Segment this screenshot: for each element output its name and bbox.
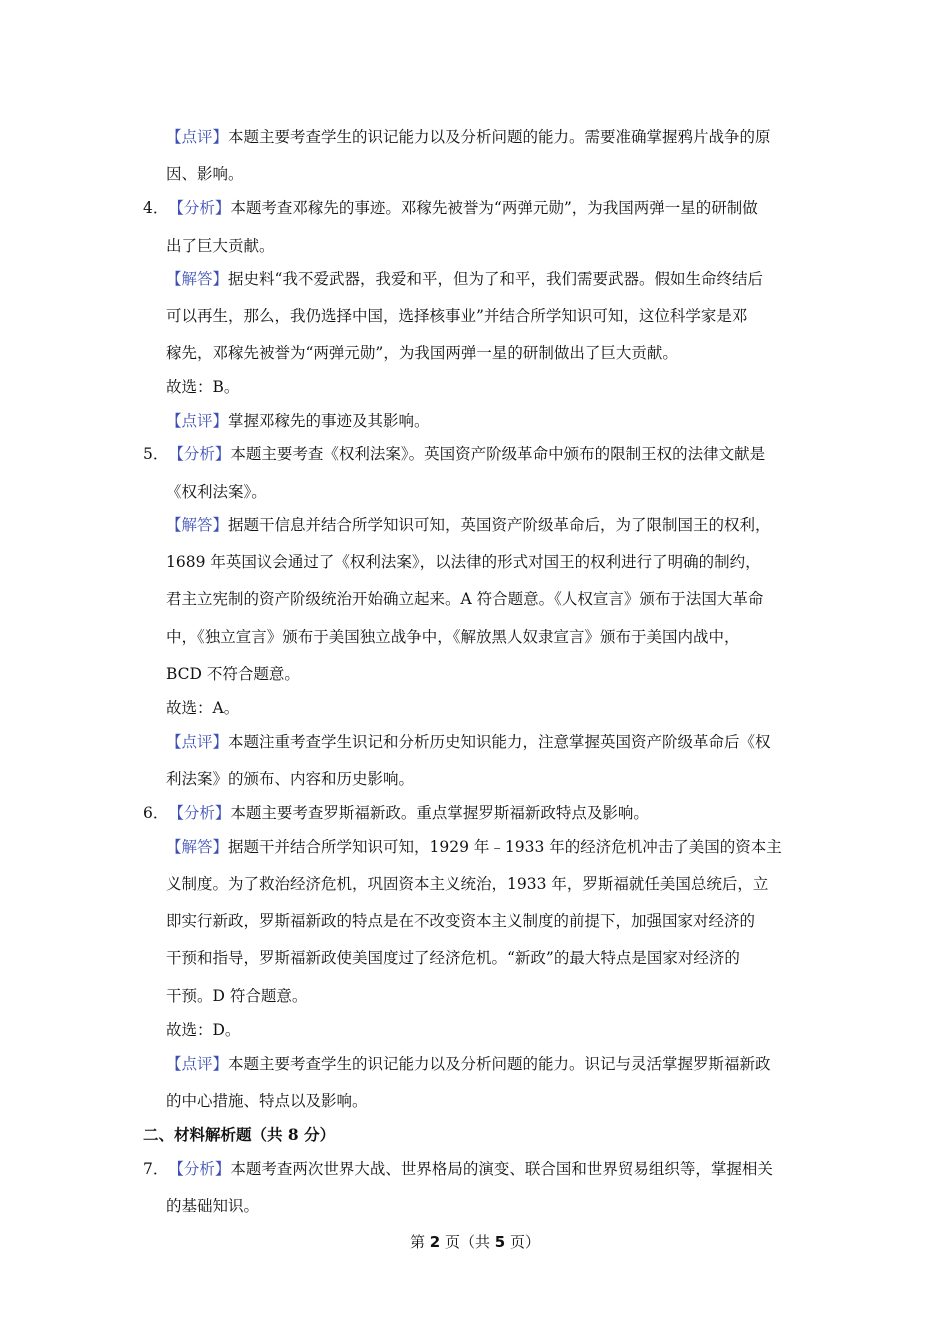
q5-analysis-line-2: 《权利法案》。 (166, 483, 267, 501)
q4-solution-line-2: 可以再生，那么，我仍选择中国，选择核事业”并结合所学知识可知，这位科学家是邓 (166, 307, 748, 325)
q5-solution-line-1: 【解答】据题干信息并结合所学知识可知，英国资产阶级革命后，为了限制国王的权利， (166, 516, 771, 534)
q5-answer: 故选：A。 (166, 699, 240, 717)
q7-analysis-line-2: 的基础知识。 (166, 1197, 260, 1215)
q6-analysis-line-1: 6．【分析】本题主要考查罗斯福新政。重点掌握罗斯福新政特点及影响。 (143, 804, 649, 822)
comment-tag: 【点评】 (166, 412, 229, 430)
q5-solution-line-2: 1689 年英国议会通过了《权利法案》，以法律的形式对国王的权利进行了明确的制约， (166, 553, 761, 571)
q4-answer: 故选：B。 (166, 378, 240, 396)
q5-analysis-line-1: 5．【分析】本题主要考查《权利法案》。英国资产阶级革命中颁布的限制王权的法律文献是 (143, 445, 766, 463)
q4-solution-line-3: 稼先，邓稼先被誉为“两弹元勋”，为我国两弹一星的研制做出了巨大贡献。 (166, 344, 678, 362)
analysis-tag: 【分析】 (168, 804, 231, 822)
solution-tag: 【解答】 (166, 838, 229, 856)
q5-comment-line-1: 【点评】本题注重考查学生识记和分析历史知识能力，注意掌握英国资产阶级革命后《权 (166, 733, 771, 751)
q6-solution-line-5: 干预。D 符合题意。 (166, 987, 308, 1005)
q4-analysis-line-1: 4．【分析】本题考查邓稼先的事迹。邓稼先被誉为“两弹元勋”，为我国两弹一星的研制做 (143, 199, 758, 217)
q3-comment-line-1: 【点评】本题主要考查学生的识记能力以及分析问题的能力。需要准确掌握鸦片战争的原 (166, 128, 771, 146)
q5-solution-line-5: BCD 不符合题意。 (166, 665, 300, 683)
q6-comment-line-1: 【点评】本题主要考查学生的识记能力以及分析问题的能力。识记与灵活掌握罗斯福新政 (166, 1055, 771, 1073)
q3-comment-line-2: 因、影响。 (166, 165, 244, 183)
q6-comment-line-2: 的中心措施、特点以及影响。 (166, 1092, 368, 1110)
q6-solution-line-3: 即实行新政，罗斯福新政的特点是在不改变资本主义制度的前提下，加强国家对经济的 (166, 912, 756, 930)
question-number: 4． (143, 199, 169, 217)
q4-comment-line-1: 【点评】掌握邓稼先的事迹及其影响。 (166, 412, 430, 430)
q6-solution-line-4: 干预和指导，罗斯福新政使美国度过了经济危机。“新政”的最大特点是国家对经济的 (166, 949, 740, 967)
q5-solution-line-3: 君主立宪制的资产阶级统治开始确立起来。A 符合题意。《人权宣言》颁布于法国大革命 (166, 590, 764, 608)
q7-analysis-line-1: 7．【分析】本题考查两次世界大战、世界格局的演变、联合国和世界贸易组织等，掌握相关 (143, 1160, 773, 1178)
page-number: 2 (429, 1233, 441, 1251)
q4-analysis-line-2: 出了巨大贡献。 (166, 237, 275, 255)
analysis-tag: 【分析】 (168, 445, 231, 463)
q4-solution-line-1: 【解答】据史料“我不爱武器，我爱和平，但为了和平，我们需要武器。假如生命终结后 (166, 270, 763, 288)
q6-solution-line-1: 【解答】据题干并结合所学知识可知，1929 年﹣1933 年的经济危机冲击了美国的资本主 (166, 838, 782, 856)
q5-comment-line-2: 利法案》的颁布、内容和历史影响。 (166, 770, 415, 788)
q5-solution-line-4: 中，《独立宣言》颁布于美国独立战争中，《解放黑人奴隶宣言》颁布于美国内战中， (166, 628, 740, 646)
question-number: 5． (143, 445, 169, 463)
analysis-tag: 【分析】 (168, 1160, 231, 1178)
comment-tag: 【点评】 (166, 733, 229, 751)
analysis-tag: 【分析】 (168, 199, 231, 217)
q6-solution-line-2: 义制度。为了救治经济危机，巩固资本主义统治，1933 年，罗斯福就任美国总统后，立 (166, 875, 769, 893)
question-number: 7． (143, 1160, 169, 1178)
comment-tag: 【点评】 (166, 1055, 229, 1073)
solution-tag: 【解答】 (166, 270, 229, 288)
comment-tag: 【点评】 (166, 128, 229, 146)
solution-tag: 【解答】 (166, 516, 229, 534)
question-number: 6． (143, 804, 169, 822)
page-footer: 第 2 页（共 5 页） (410, 1233, 540, 1251)
section-heading: 二、材料解析题（共 8 分） (143, 1125, 336, 1144)
page-total: 5 (494, 1233, 506, 1251)
q6-answer: 故选：D。 (166, 1021, 241, 1039)
